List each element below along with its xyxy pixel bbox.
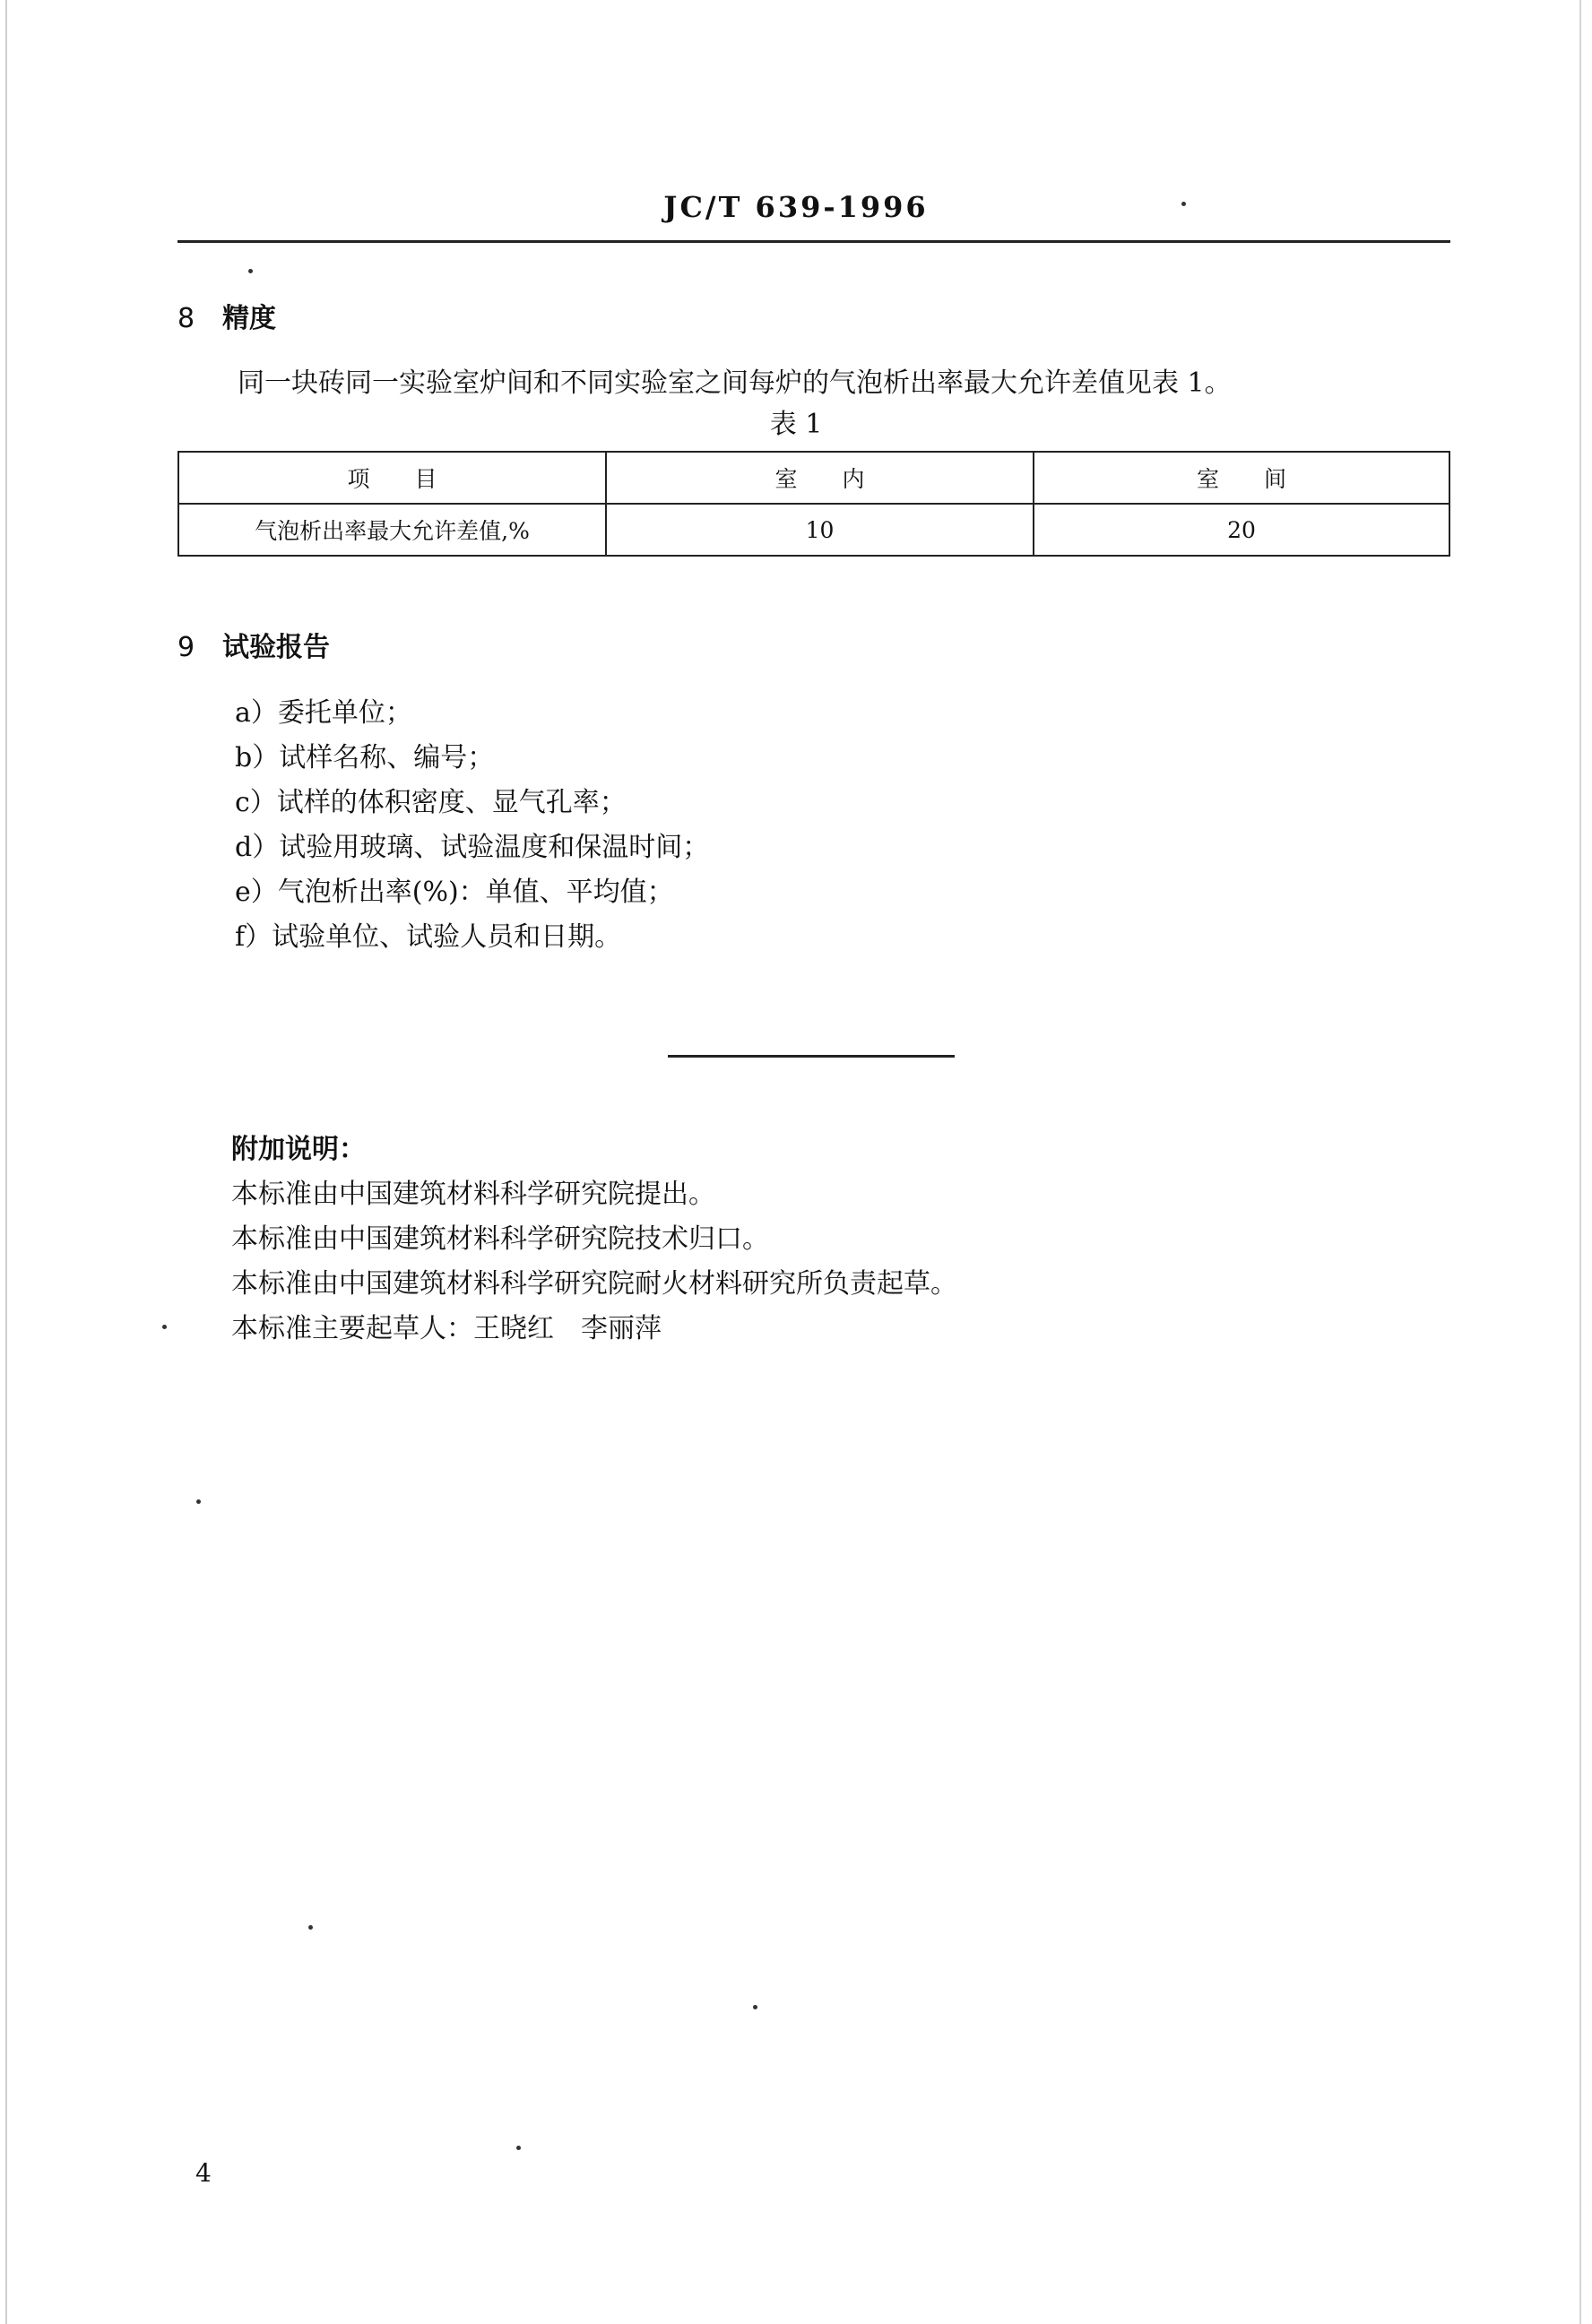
precision-table <box>177 451 1450 557</box>
table-row <box>178 504 1449 556</box>
table-cell: 20 <box>1034 504 1449 556</box>
notes-title: 附加说明： <box>231 1134 366 1165</box>
table-cell: 气泡析出率最大允许差值,% <box>178 504 606 556</box>
scan-speck <box>308 1925 313 1930</box>
table-header-row <box>178 452 1449 504</box>
table-header-cell: 室 内 <box>606 452 1034 504</box>
section-8-title: 精度 <box>222 303 276 334</box>
note-line: 本标准主要起草人：王晓红 李丽萍 <box>231 1313 662 1344</box>
section-divider <box>668 1055 955 1058</box>
section-9-heading <box>177 625 330 664</box>
page-number: 4 <box>195 2158 212 2188</box>
list-item: f）试验单位、试验人员和日期。 <box>235 921 622 953</box>
list-item: b）试样名称、编号； <box>235 742 495 773</box>
scan-edge-left <box>5 0 7 2324</box>
note-line: 本标准由中国建筑材料科学研究院提出。 <box>231 1179 715 1210</box>
standard-code-header: JC/T 639-1996 <box>663 190 929 224</box>
scan-speck <box>1181 202 1186 206</box>
table-header-cell: 室 间 <box>1034 452 1449 504</box>
section-8-heading <box>177 296 276 335</box>
table-caption: 表 1 <box>769 409 823 440</box>
scan-speck <box>162 1325 167 1329</box>
scan-edge-right <box>1579 0 1581 2324</box>
section-8-number: 8 <box>177 303 195 334</box>
scan-speck <box>196 1499 201 1504</box>
table-header-cell: 项 目 <box>178 452 606 504</box>
section-9-title: 试验报告 <box>222 632 330 663</box>
scan-speck <box>753 2005 757 2009</box>
section-8-paragraph: 同一块砖同一实验室炉间和不同实验室之间每炉的气泡析出率最大允许差值见表 1。 <box>238 367 1232 399</box>
note-line: 本标准由中国建筑材料科学研究院耐火材料研究所负责起草。 <box>231 1268 957 1300</box>
scan-speck <box>248 269 253 273</box>
list-item: c）试样的体积密度、显气孔率； <box>235 787 627 818</box>
note-line: 本标准由中国建筑材料科学研究院技术归口。 <box>231 1223 769 1255</box>
section-9-number: 9 <box>177 632 195 663</box>
scan-speck <box>516 2146 521 2150</box>
header-rule <box>177 240 1450 243</box>
table-cell: 10 <box>606 504 1034 556</box>
list-item: a）委托单位； <box>235 697 412 729</box>
list-item: e）气泡析出率(%)：单值、平均值； <box>235 877 674 908</box>
list-item: d）试验用玻璃、试验温度和保温时间； <box>235 832 710 863</box>
